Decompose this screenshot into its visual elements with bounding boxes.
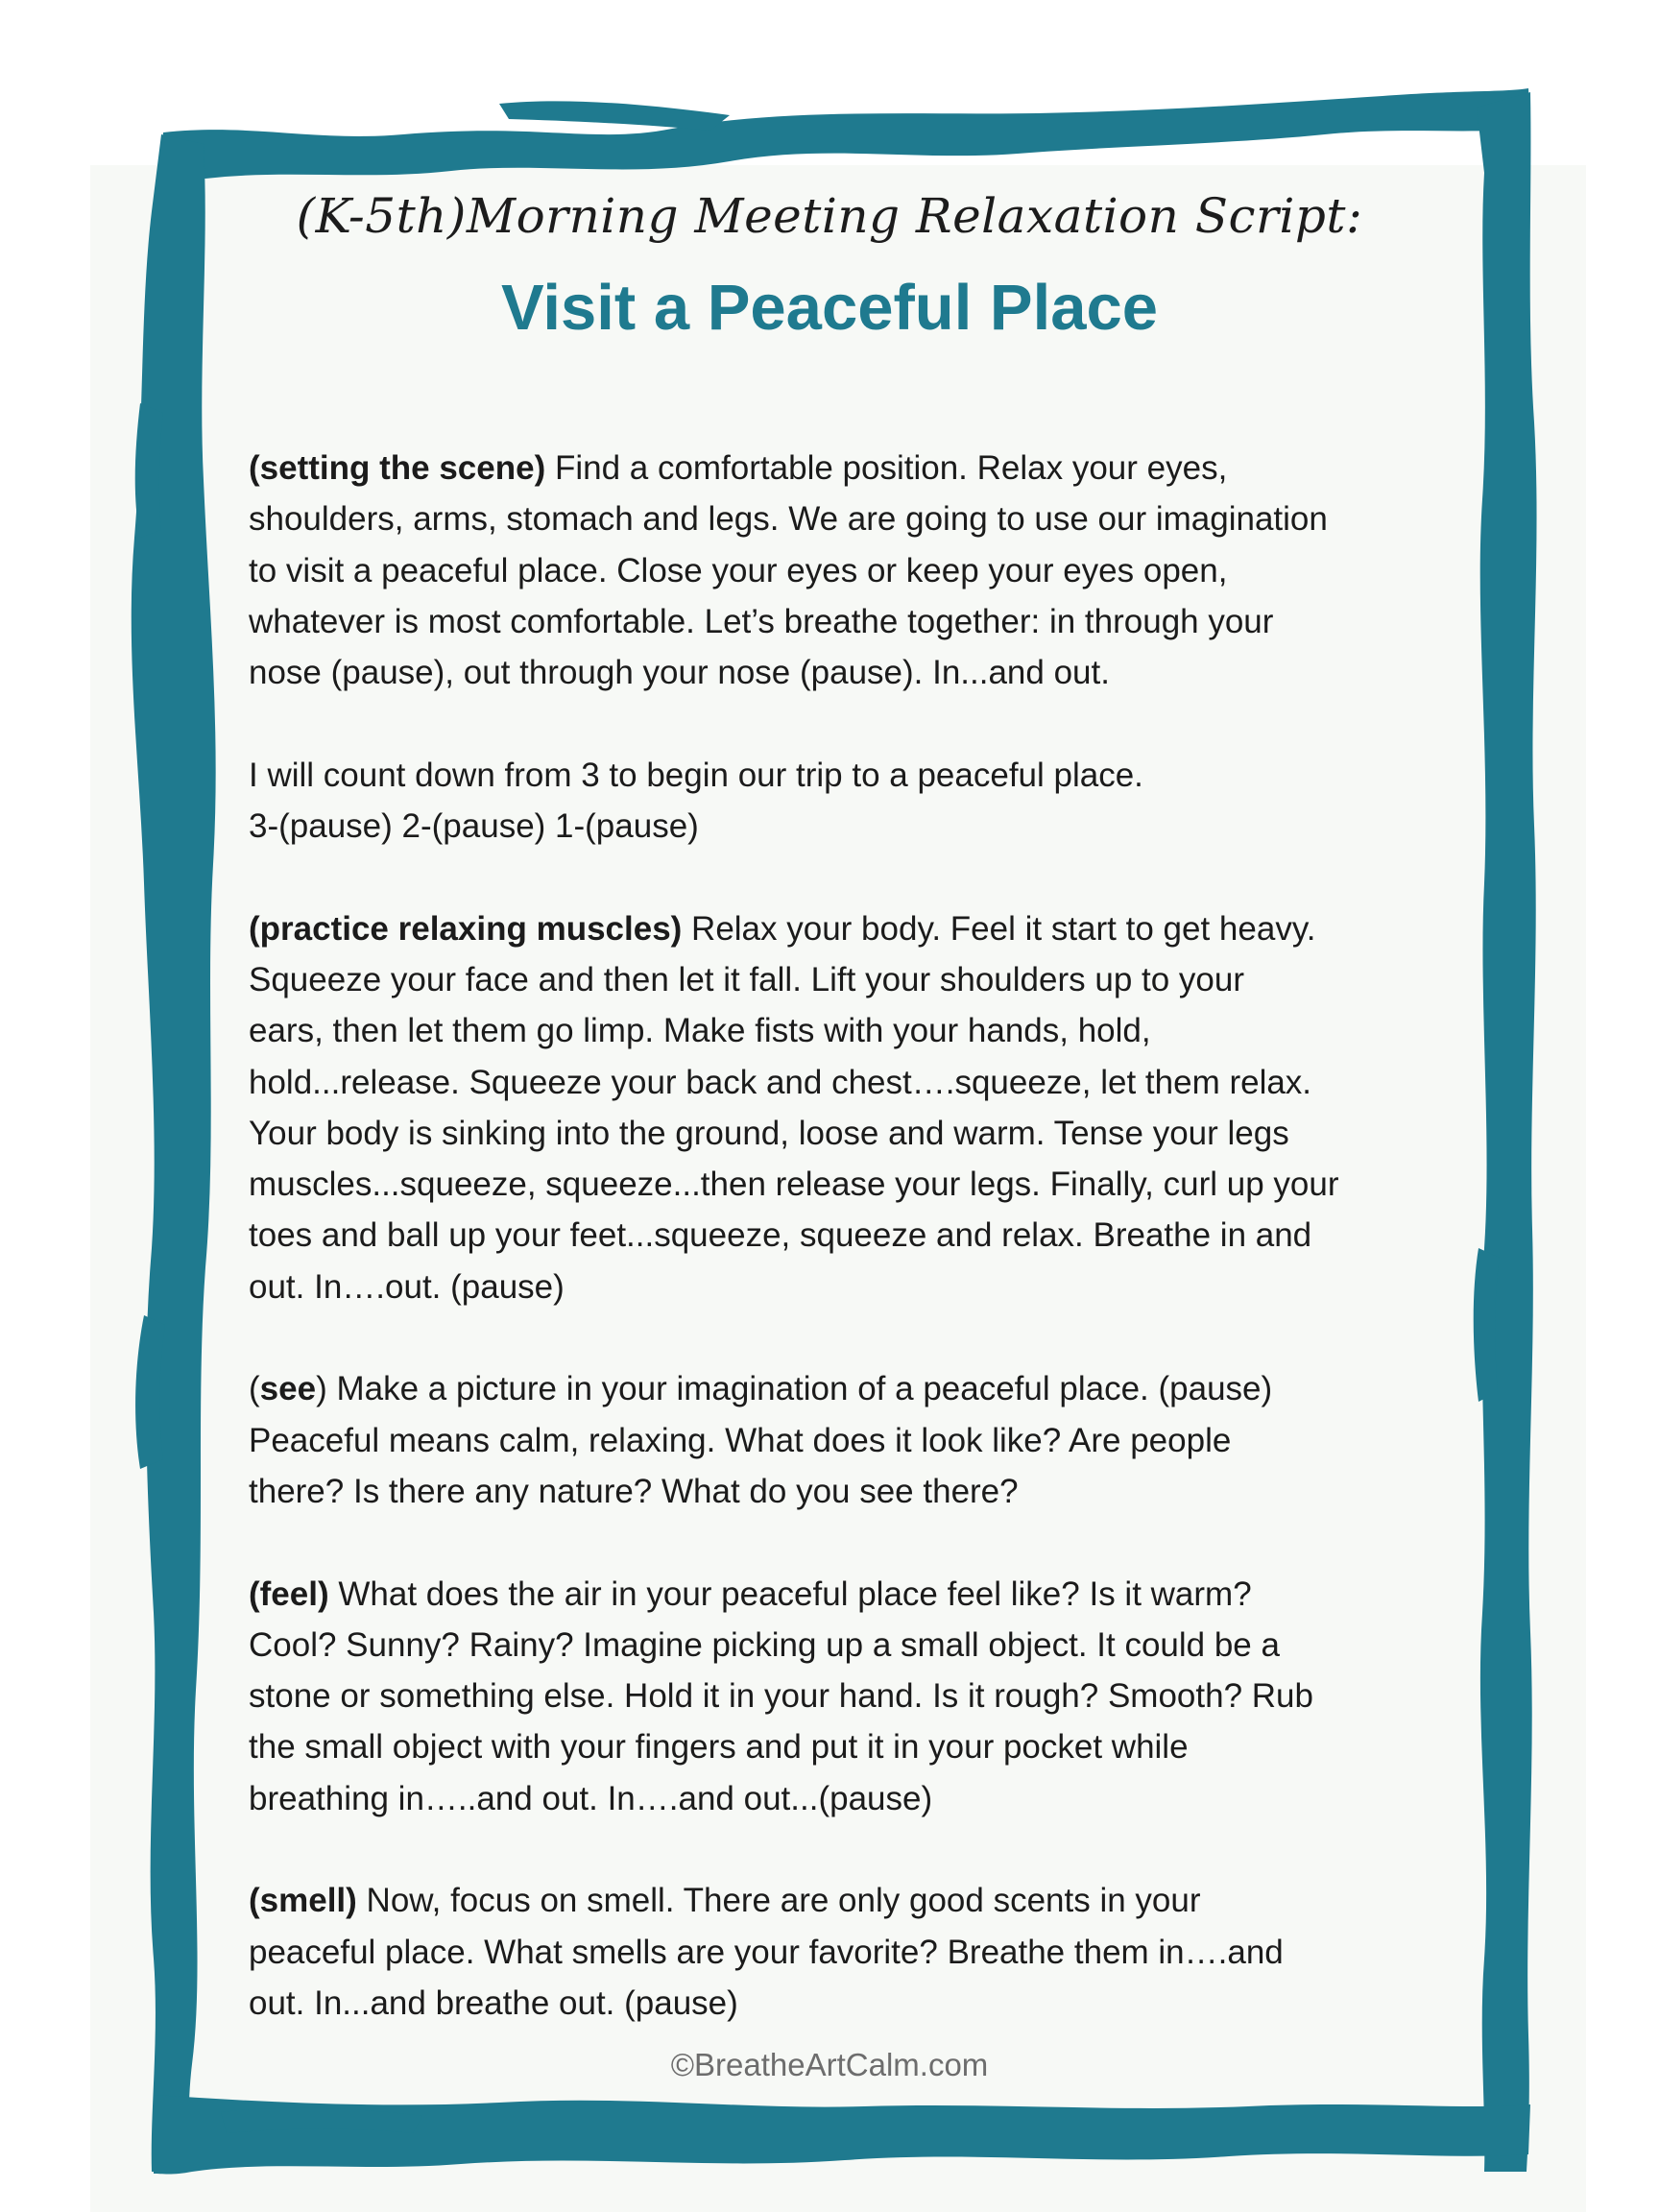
section-line: whatever is most comfortable. Let’s breathe together: in through your xyxy=(249,602,1274,640)
section-line: out. In….out. (pause) xyxy=(249,1267,565,1306)
section-feel xyxy=(249,1569,1458,1824)
section-line: Squeeze your face and then let it fall. Lift your shoulders up to your xyxy=(249,960,1245,998)
section-relaxing-muscles xyxy=(249,903,1458,1312)
section-line: nose (pause), out through your nose (pause). In...and out. xyxy=(249,654,1110,692)
section-label: (feel) xyxy=(249,1575,329,1613)
script-subtitle: (K-5th)Morning Meeting Relaxation Script: xyxy=(296,188,1363,244)
frame-bottom-stroke xyxy=(154,2095,1530,2175)
section-line: ears, then let them go limp. Make fists with your hands, hold, xyxy=(249,1012,1151,1050)
section-gap xyxy=(249,1517,1458,1568)
section-line: stone or something else. Hold it in your hand. Is it rough? Smooth? Rub xyxy=(249,1677,1313,1716)
section-line: there? Is there any nature? What do you see there? xyxy=(249,1472,1019,1510)
section-line xyxy=(249,1363,1458,1414)
frame-right-stroke xyxy=(1477,92,1537,2172)
section-gap xyxy=(249,1824,1458,1875)
section-line: toes and ball up your feet...squeeze, squeeze and relax. Breathe in and xyxy=(249,1216,1312,1255)
section-line: muscles...squeeze, squeeze...then release your legs. Finally, curl up your xyxy=(249,1166,1339,1204)
section-label: (practice relaxing muscles) xyxy=(249,909,683,948)
script-body xyxy=(249,443,1458,2029)
section-line: peaceful place. What smells are your favorite? Breathe them in….and xyxy=(249,1933,1284,1971)
section-smell xyxy=(249,1875,1458,2029)
section-line: I will count down from 3 to begin our trip to a peaceful place. xyxy=(249,756,1143,794)
section-line: breathing in…..and out. In….and out...(pause) xyxy=(249,1779,933,1817)
section-text: Find a comfortable position. Relax your eyes, xyxy=(545,449,1228,487)
page-title: Visit a Peaceful Place xyxy=(500,272,1159,344)
section-line: Cool? Sunny? Rainy? Imagine picking up a small object. It could be a xyxy=(249,1625,1280,1664)
frame-left-accent-2 xyxy=(135,403,163,538)
section-line: Peaceful means calm, relaxing. What does it look like? Are people xyxy=(249,1421,1232,1459)
section-label: (setting the scene) xyxy=(249,449,546,487)
section-text: Relax your body. Feel it start to get heavy. xyxy=(682,909,1316,948)
section-text: What does the air in your peaceful place feel like? Is it warm? xyxy=(328,1575,1252,1613)
section-line xyxy=(249,443,1458,493)
section-line xyxy=(249,903,1458,954)
section-text: Make a picture in your imagination of a peaceful place. (pause) xyxy=(326,1370,1273,1408)
copyright-footer: ©BreatheArtCalm.com xyxy=(670,2047,989,2082)
section-label-close: ) xyxy=(316,1370,327,1408)
section-text: Now, focus on smell. There are only good scents in your xyxy=(356,1882,1201,1920)
section-gap xyxy=(249,1312,1458,1363)
section-line: shoulders, arms, stomach and legs. We are going to use our imagination xyxy=(249,500,1328,539)
section-line xyxy=(249,1569,1458,1620)
section-line: hold...release. Squeeze your back and chest….squeeze, let them relax. xyxy=(249,1063,1312,1101)
section-line xyxy=(249,1875,1458,1926)
section-gap xyxy=(249,852,1458,902)
section-line: out. In...and breathe out. (pause) xyxy=(249,1984,738,2022)
section-line: to visit a peaceful place. Close your eyes or keep your eyes open, xyxy=(249,551,1228,589)
frame-top-stroke xyxy=(161,88,1530,179)
section-label: (smell) xyxy=(249,1882,357,1920)
section-countdown xyxy=(249,750,1458,853)
section-label-open: ( xyxy=(249,1370,260,1408)
section-label: see xyxy=(259,1370,317,1408)
section-line: 3-(pause) 2-(pause) 1-(pause) xyxy=(249,807,699,846)
section-gap xyxy=(249,698,1458,749)
section-line: the small object with your fingers and put it in your pocket while xyxy=(249,1728,1189,1767)
frame-top-accent xyxy=(499,101,730,131)
section-line: Your body is sinking into the ground, loose and warm. Tense your legs xyxy=(249,1114,1289,1152)
section-see xyxy=(249,1363,1458,1517)
section-setting-the-scene xyxy=(249,443,1458,698)
